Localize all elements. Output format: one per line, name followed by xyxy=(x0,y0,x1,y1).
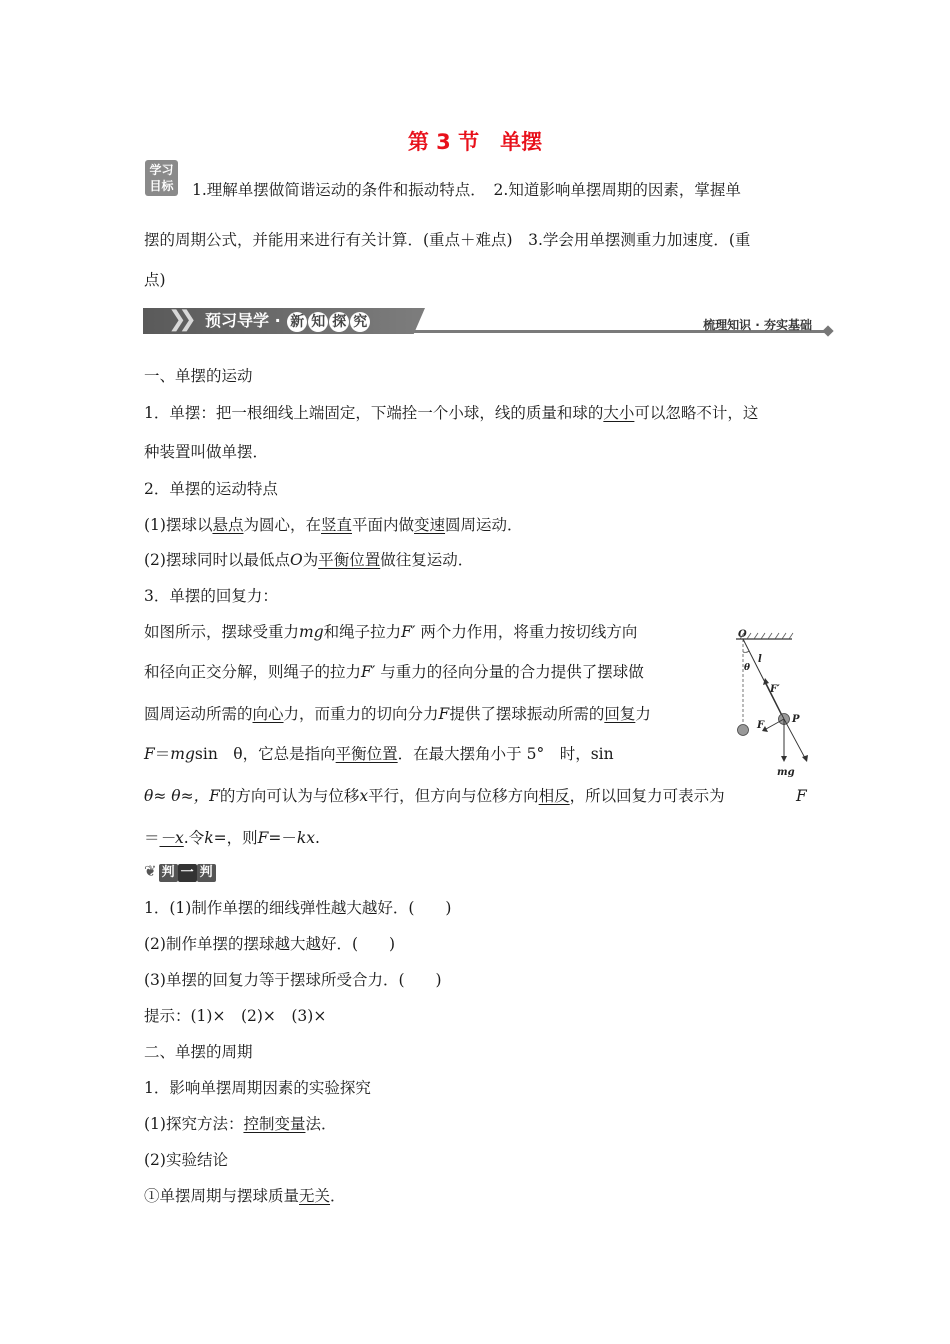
para-2: 2．单摆的运动特点 xyxy=(144,480,278,498)
string-line xyxy=(743,639,783,718)
text: ． xyxy=(330,1187,346,1205)
text: 的方向可认为与位移 xyxy=(219,787,360,805)
blank-answer: 回复 xyxy=(604,705,636,723)
text: ＝ xyxy=(144,829,160,847)
banner-char-3: 探 xyxy=(329,312,349,332)
symbol: kx xyxy=(296,829,316,847)
text: =，则 xyxy=(213,829,258,847)
symbol: x xyxy=(359,787,369,805)
label-p: P xyxy=(792,714,800,725)
blank-answer: －x xyxy=(159,829,184,847)
text: 力，而重力的切向分力 xyxy=(283,705,439,723)
blank-answer: 平衡位置 xyxy=(318,551,381,569)
restoring-line-6 xyxy=(144,828,320,848)
para-1-line-2: 种装置叫做单摆． xyxy=(144,443,269,461)
section-2-heading: 二、单摆的周期 xyxy=(144,1043,253,1061)
para-5: 3．单摆的回复力： xyxy=(144,587,278,605)
text: 法． xyxy=(305,1115,337,1133)
symbol: F xyxy=(438,705,450,723)
text: 圆周运动． xyxy=(445,516,523,534)
s2-para-3: (2)实验结论 xyxy=(144,1151,228,1169)
symbol: k xyxy=(204,829,214,847)
tension-arrowhead xyxy=(763,678,769,685)
s2-para-4 xyxy=(144,1186,346,1206)
rest-bob xyxy=(738,725,749,736)
blank-answer: 相反 xyxy=(538,787,570,805)
learning-goals-badge xyxy=(145,160,178,196)
s2-para-1: 1．影响单摆周期因素的实验探究 xyxy=(144,1079,371,1097)
restoring-line-3 xyxy=(144,704,651,724)
text: 可以忽略不计，这 xyxy=(634,404,759,422)
blank-answer: 平衡位置 xyxy=(335,745,398,763)
text: 两个力作用，将重力按切线方向 xyxy=(415,623,638,641)
label-mg: mg xyxy=(777,767,795,778)
blank-answer: 控制变量 xyxy=(243,1115,306,1133)
text: 做往复运动． xyxy=(380,551,474,569)
blank-answer: 向心 xyxy=(252,705,284,723)
judge-char-2: 一 xyxy=(178,864,197,882)
goals-line-3: 点) xyxy=(144,271,166,289)
text: 1．单摆：把一根细线上端固定，下端拴一个小球，线的质量和球的 xyxy=(144,404,604,422)
text: ①单摆周期与摆球质量 xyxy=(144,1187,300,1205)
text: sin θ，它总是指向 xyxy=(194,745,336,763)
label-o: O xyxy=(738,629,747,640)
banner-diamond xyxy=(822,325,833,336)
question-2: (2)制作单摆的摆球越大越好．( ) xyxy=(144,935,396,953)
ceiling-hatch xyxy=(740,633,793,639)
text: ＝ xyxy=(154,745,171,763)
text: 与重力的径向分量的合力提供了摆球做 xyxy=(375,663,644,681)
para-4 xyxy=(144,550,473,570)
text: ，所以回复力可表示为 xyxy=(569,787,725,805)
banner-label: 预习导学 · xyxy=(205,311,281,330)
blank-answer: 大小 xyxy=(603,404,635,422)
symbol: F xyxy=(144,745,155,763)
goals-line-1: 1.理解单摆做简谐运动的条件和振动特点． 2.知道影响单摆周期的因素，掌握单 xyxy=(192,181,741,199)
para-1-line-1 xyxy=(144,403,758,423)
chevron-icon: ❯❯ xyxy=(168,307,189,332)
blank-answer: 变速 xyxy=(414,516,446,534)
banner-char-1: 新 xyxy=(287,312,307,332)
s2-para-2 xyxy=(144,1114,337,1134)
restoring-line-5 xyxy=(144,786,725,806)
section-1-heading: 一、单摆的运动 xyxy=(144,367,253,385)
label-f: F xyxy=(757,720,765,731)
symbol: mg xyxy=(170,745,195,763)
label-fprime: F′ xyxy=(770,684,780,695)
banner-title xyxy=(205,310,370,332)
gravity-arrowhead xyxy=(781,756,787,762)
text: 如图所示，摆球受重力 xyxy=(144,623,300,641)
badge-line-2: 目标 xyxy=(149,179,174,193)
angle-arc xyxy=(743,651,749,652)
judge-char-3: 判 xyxy=(197,864,216,882)
restoring-line-1 xyxy=(144,622,637,642)
text: (2)摆球同时以最低点 xyxy=(144,551,290,569)
text: 为圆心，在 xyxy=(243,516,321,534)
restoring-line-2 xyxy=(144,662,644,682)
para-3 xyxy=(144,515,523,535)
symbol: O xyxy=(289,551,303,569)
text: . xyxy=(315,829,320,847)
symbol: F′ xyxy=(361,663,376,681)
hint: 提示：(1)× (2)× (3)× xyxy=(144,1007,327,1025)
radial-arrowhead xyxy=(802,755,808,762)
text: 平面内做 xyxy=(352,516,415,534)
symbol: mg xyxy=(299,623,324,641)
text: 平行，但方向与位移方向 xyxy=(368,787,539,805)
goals-line-2: 摆的周期公式，并能用来进行有关计算．(重点＋难点) 3.学会用单摆测重力加速度．(重 xyxy=(144,231,751,249)
text: .令 xyxy=(183,829,205,847)
badge-line-1: 学习 xyxy=(149,163,174,177)
symbol: F xyxy=(257,829,269,847)
symbol-F: F xyxy=(796,787,807,805)
blank-answer: 竖直 xyxy=(321,516,353,534)
page-title: 第 3 节 单摆 xyxy=(407,130,543,154)
text: 为 xyxy=(302,551,319,569)
blank-answer: 悬点 xyxy=(212,516,244,534)
judge-label xyxy=(144,862,216,880)
text: 和径向正交分解，则绳子的拉力 xyxy=(144,663,362,681)
label-l: l xyxy=(758,654,762,665)
banner-char-2: 知 xyxy=(308,312,328,332)
blank-answer: 无关 xyxy=(299,1187,331,1205)
question-3: (3)单摆的回复力等于摆球所受合力．( ) xyxy=(144,971,442,989)
text: (1)摆球以 xyxy=(144,516,213,534)
restoring-line-4 xyxy=(144,744,614,764)
text: 力 xyxy=(635,705,651,723)
question-1: 1．(1)制作单摆的细线弹性越大越好．( ) xyxy=(144,899,452,917)
text: =－ xyxy=(268,829,297,847)
text: (1)探究方法： xyxy=(144,1115,244,1133)
leaf-icon: ❦ xyxy=(144,862,157,880)
label-theta: θ xyxy=(744,663,751,673)
symbol: F′ xyxy=(401,623,416,641)
banner-subtitle: 梳理知识 · 夯实基础 xyxy=(703,318,812,332)
banner-char-4: 究 xyxy=(350,312,370,332)
text: ．在最大摆角小于 5° 时，sin xyxy=(397,745,614,763)
judge-char-1: 判 xyxy=(159,864,178,882)
symbol: F xyxy=(209,787,220,805)
text: θ≈ θ≈， xyxy=(144,787,210,805)
text: 提供了摆球振动所需的 xyxy=(449,705,605,723)
text: 和绳子拉力 xyxy=(323,623,402,641)
text: 圆周运动所需的 xyxy=(144,705,253,723)
pendulum-figure xyxy=(730,628,820,783)
